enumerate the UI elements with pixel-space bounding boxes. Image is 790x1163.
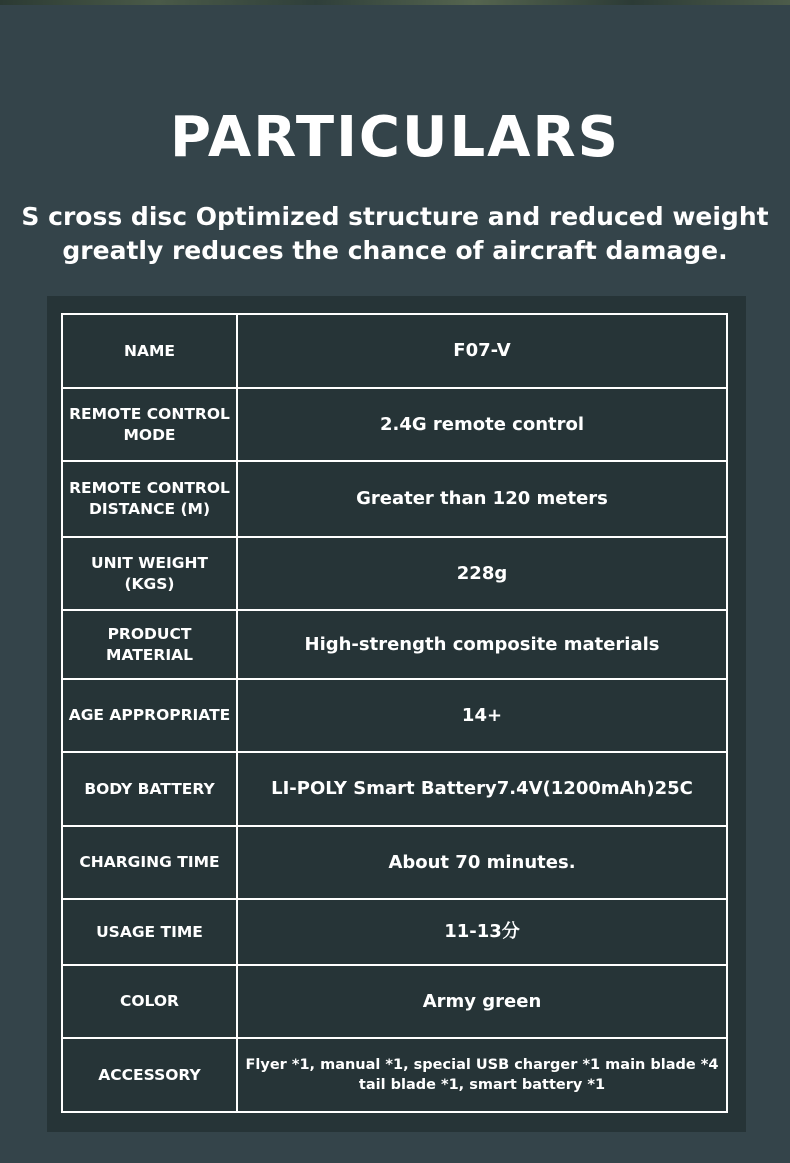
spec-label: NAME xyxy=(62,314,237,388)
table-row xyxy=(62,752,727,826)
spec-value: About 70 minutes. xyxy=(237,826,727,899)
spec-value: High-strength composite materials xyxy=(237,610,727,679)
spec-value: 11-13分 xyxy=(237,899,727,965)
spec-label: REMOTE CONTROL MODE xyxy=(62,388,237,461)
spec-value: 2.4G remote control xyxy=(237,388,727,461)
spec-label: ACCESSORY xyxy=(62,1038,237,1112)
table-row xyxy=(62,610,727,679)
page-subtitle: S cross disc Optimized structure and reduced weight greatly reduces the chance of aircraft damage. xyxy=(21,202,769,265)
page-title: PARTICULARS xyxy=(170,105,620,170)
spec-label: AGE APPROPRIATE xyxy=(62,679,237,752)
spec-label: REMOTE CONTROL DISTANCE (M) xyxy=(62,461,237,537)
spec-value: Flyer *1, manual *1, special USB charger *1 main blade *4 tail blade *1, smart battery *1 xyxy=(237,1038,727,1112)
table-row xyxy=(62,965,727,1038)
spec-label: BODY BATTERY xyxy=(62,752,237,826)
spec-value: F07-V xyxy=(237,314,727,388)
table-row xyxy=(62,826,727,899)
spec-label: COLOR xyxy=(62,965,237,1038)
table-row xyxy=(62,388,727,461)
spec-value: Greater than 120 meters xyxy=(237,461,727,537)
spec-value: 14+ xyxy=(237,679,727,752)
spec-value: Army green xyxy=(237,965,727,1038)
spec-label: PRODUCT MATERIAL xyxy=(62,610,237,679)
specs-table xyxy=(61,313,728,1113)
table-row xyxy=(62,679,727,752)
table-row xyxy=(62,899,727,965)
spec-label: UNIT WEIGHT (KGS) xyxy=(62,537,237,610)
spec-label: USAGE TIME xyxy=(62,899,237,965)
spec-value: LI-POLY Smart Battery7.4V(1200mAh)25C xyxy=(237,752,727,826)
table-row xyxy=(62,537,727,610)
table-row xyxy=(62,461,727,537)
spec-label: CHARGING TIME xyxy=(62,826,237,899)
table-row xyxy=(62,314,727,388)
header-photo-strip xyxy=(0,0,790,5)
table-row xyxy=(62,1038,727,1112)
spec-value: 228g xyxy=(237,537,727,610)
